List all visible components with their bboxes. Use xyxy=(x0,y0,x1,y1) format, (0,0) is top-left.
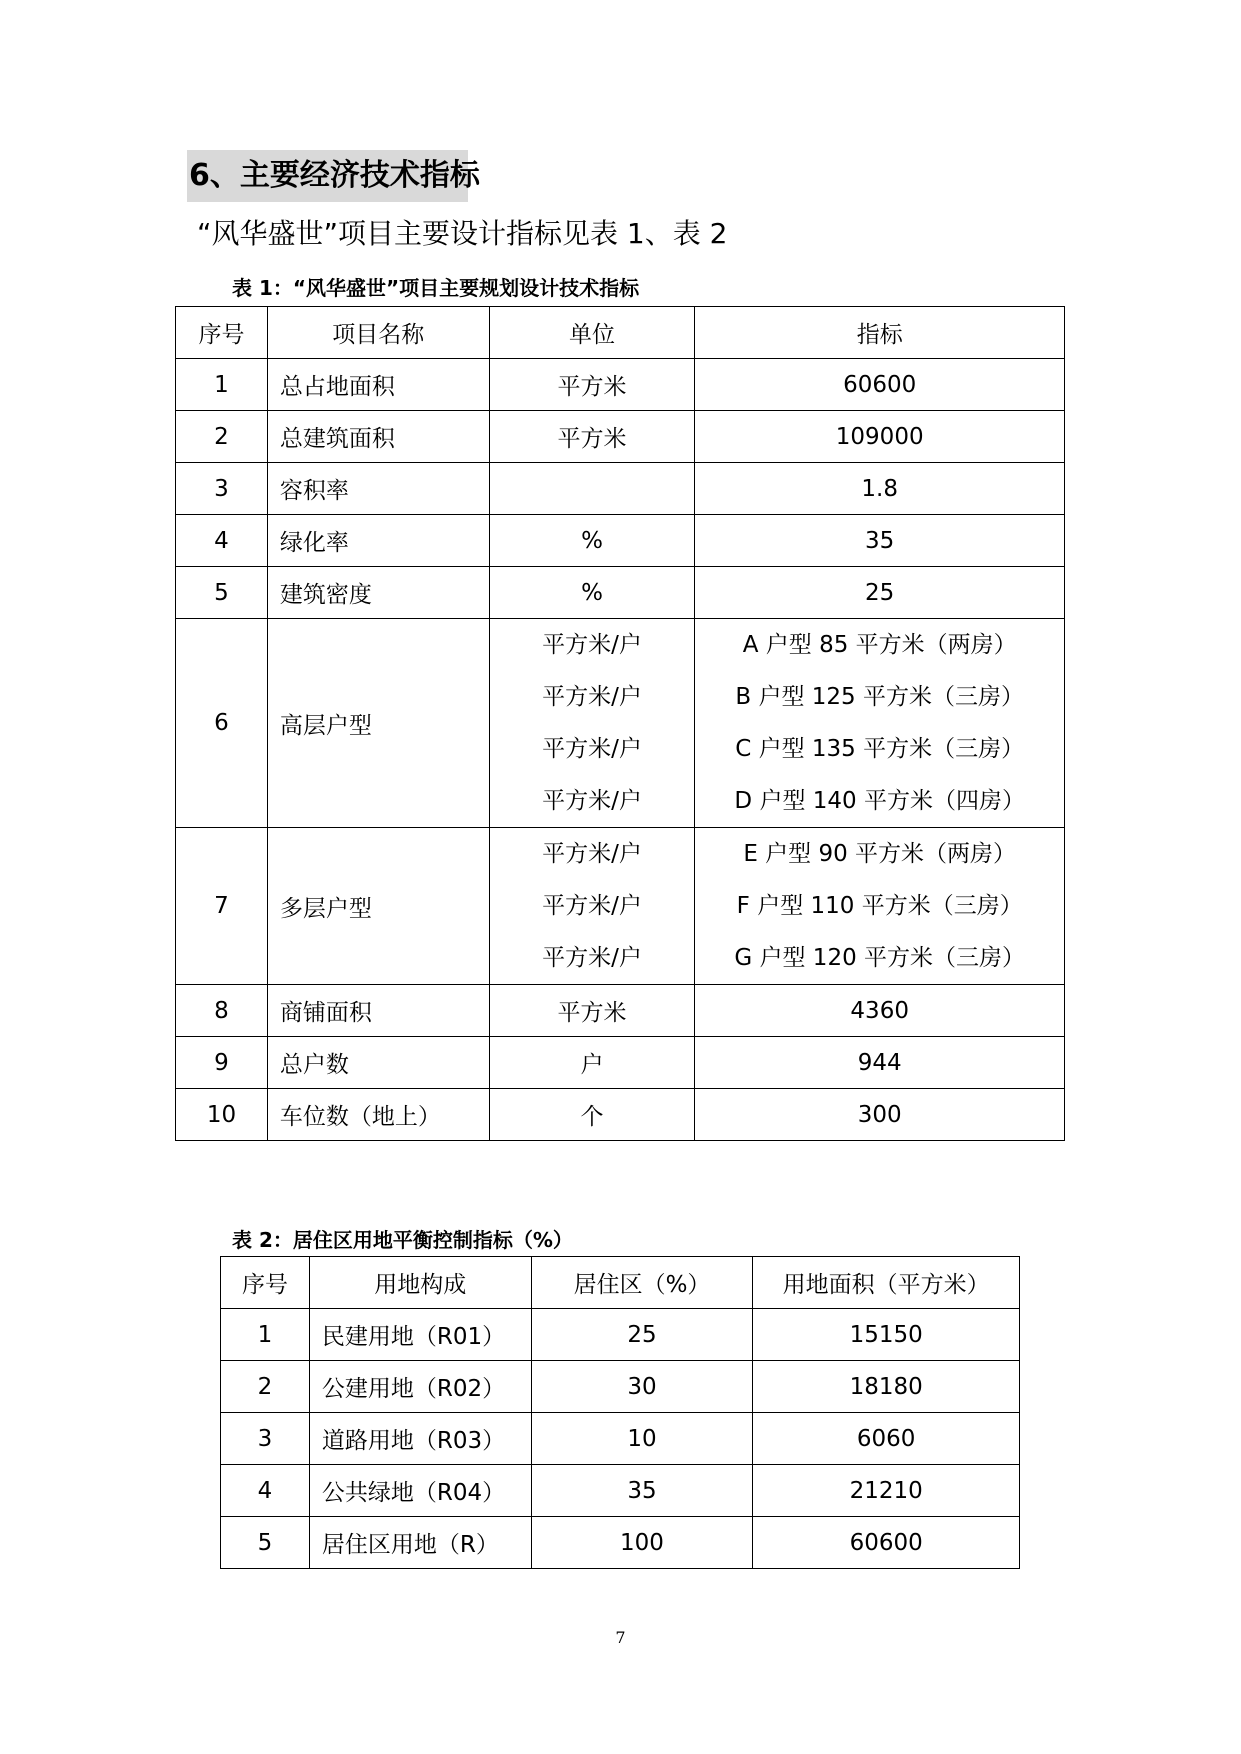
value-line: B 户型 125 平方米（三房） xyxy=(735,684,1024,710)
table-row xyxy=(221,1361,1020,1413)
item-name: 总建筑面积 xyxy=(267,411,489,463)
unit-line: 平方米/户 xyxy=(542,736,642,762)
item-value: 300 xyxy=(695,1089,1065,1141)
row-number: 2 xyxy=(221,1361,310,1413)
value-line: F 户型 110 平方米（三房） xyxy=(736,893,1023,919)
land-use-percent: 100 xyxy=(531,1517,753,1569)
section-heading: 6、主要经济技术指标 xyxy=(187,150,468,202)
unit-line: 平方米/户 xyxy=(542,945,642,971)
table2-header-cell: 序号 xyxy=(221,1257,310,1309)
value-line: E 户型 90 平方米（两房） xyxy=(743,841,1017,867)
item-value: 4360 xyxy=(695,985,1065,1037)
land-use-percent: 30 xyxy=(531,1361,753,1413)
item-unit: % xyxy=(489,515,695,567)
table-row xyxy=(176,359,1065,411)
table-row xyxy=(221,1309,1020,1361)
item-unit: 平方米 xyxy=(489,359,695,411)
value-line: D 户型 140 平方米（四房） xyxy=(734,788,1025,814)
row-number: 3 xyxy=(221,1413,310,1465)
table2-header-cell: 居住区（%） xyxy=(531,1257,753,1309)
row-number: 5 xyxy=(176,567,268,619)
land-use-percent: 25 xyxy=(531,1309,753,1361)
table-row xyxy=(221,1517,1020,1569)
unit-line: 平方米/户 xyxy=(542,788,642,814)
land-use-name: 公共绿地（R04） xyxy=(309,1465,531,1517)
row-number: 3 xyxy=(176,463,268,515)
table2-header-cell: 用地面积（平方米） xyxy=(753,1257,1020,1309)
item-name: 总户数 xyxy=(267,1037,489,1089)
row-number: 4 xyxy=(221,1465,310,1517)
item-name: 建筑密度 xyxy=(267,567,489,619)
table-row-multi-storey xyxy=(176,828,1065,985)
table2 xyxy=(220,1256,1020,1569)
table1-header-row xyxy=(176,307,1065,359)
row-number: 7 xyxy=(176,828,268,985)
item-name: 绿化率 xyxy=(267,515,489,567)
unit-line: 平方米/户 xyxy=(542,841,642,867)
table-row xyxy=(176,411,1065,463)
item-unit: 个 xyxy=(489,1089,695,1141)
item-name: 车位数（地上） xyxy=(267,1089,489,1141)
land-use-area: 21210 xyxy=(753,1465,1020,1517)
land-use-name: 公建用地（R02） xyxy=(309,1361,531,1413)
table2-header-row xyxy=(221,1257,1020,1309)
item-value: 25 xyxy=(695,567,1065,619)
unit-line: 平方米/户 xyxy=(542,684,642,710)
row-number: 10 xyxy=(176,1089,268,1141)
unit-line: 平方米/户 xyxy=(542,632,642,658)
row-number: 6 xyxy=(176,619,268,828)
table2-header-cell: 用地构成 xyxy=(309,1257,531,1309)
item-value: 35 xyxy=(695,515,1065,567)
item-unit: 户 xyxy=(489,1037,695,1089)
row-number: 2 xyxy=(176,411,268,463)
land-use-percent: 10 xyxy=(531,1413,753,1465)
land-use-percent: 35 xyxy=(531,1465,753,1517)
unit-line: 平方米/户 xyxy=(542,893,642,919)
value-line: G 户型 120 平方米（三房） xyxy=(734,945,1026,971)
item-name: 高层户型 xyxy=(267,619,489,828)
row-number: 4 xyxy=(176,515,268,567)
item-value: 109000 xyxy=(695,411,1065,463)
item-name: 总占地面积 xyxy=(267,359,489,411)
item-unit: 平方米 xyxy=(489,985,695,1037)
table-row xyxy=(221,1413,1020,1465)
land-use-area: 18180 xyxy=(753,1361,1020,1413)
row-number: 8 xyxy=(176,985,268,1037)
table1-header-cell: 指标 xyxy=(695,307,1065,359)
land-use-name: 居住区用地（R） xyxy=(309,1517,531,1569)
table-row xyxy=(176,515,1065,567)
land-use-area: 15150 xyxy=(753,1309,1020,1361)
table1-caption: 表 1：“风华盛世”项目主要规划设计技术指标 xyxy=(232,276,640,300)
land-use-name: 道路用地（R03） xyxy=(309,1413,531,1465)
item-unit: 平方米 xyxy=(489,411,695,463)
table1 xyxy=(175,306,1065,1141)
item-name: 多层户型 xyxy=(267,828,489,985)
value-list xyxy=(695,828,1065,985)
value-list xyxy=(695,619,1065,828)
table-row xyxy=(176,567,1065,619)
table-row xyxy=(176,985,1065,1037)
page-number: 7 xyxy=(615,1628,626,1647)
unit-list xyxy=(489,619,695,828)
table-row xyxy=(176,1037,1065,1089)
land-use-area: 6060 xyxy=(753,1413,1020,1465)
table1-header-cell: 序号 xyxy=(176,307,268,359)
value-line: C 户型 135 平方米（三房） xyxy=(735,736,1025,762)
item-value: 1.8 xyxy=(695,463,1065,515)
item-value: 944 xyxy=(695,1037,1065,1089)
item-name: 容积率 xyxy=(267,463,489,515)
value-line: A 户型 85 平方米（两房） xyxy=(742,632,1017,658)
unit-list xyxy=(489,828,695,985)
table-row-high-rise xyxy=(176,619,1065,828)
row-number: 5 xyxy=(221,1517,310,1569)
table-row xyxy=(176,1089,1065,1141)
item-unit: % xyxy=(489,567,695,619)
table-row xyxy=(221,1465,1020,1517)
land-use-area: 60600 xyxy=(753,1517,1020,1569)
item-value: 60600 xyxy=(695,359,1065,411)
row-number: 1 xyxy=(221,1309,310,1361)
row-number: 9 xyxy=(176,1037,268,1089)
table1-header-cell: 项目名称 xyxy=(267,307,489,359)
land-use-name: 民建用地（R01） xyxy=(309,1309,531,1361)
table2-caption: 表 2：居住区用地平衡控制指标（%） xyxy=(232,1228,573,1252)
table1-header-cell: 单位 xyxy=(489,307,695,359)
intro-text: “风华盛世”项目主要设计指标见表 1、表 2 xyxy=(197,217,728,250)
item-name: 商铺面积 xyxy=(267,985,489,1037)
row-number: 1 xyxy=(176,359,268,411)
item-unit xyxy=(489,463,695,515)
table-row xyxy=(176,463,1065,515)
